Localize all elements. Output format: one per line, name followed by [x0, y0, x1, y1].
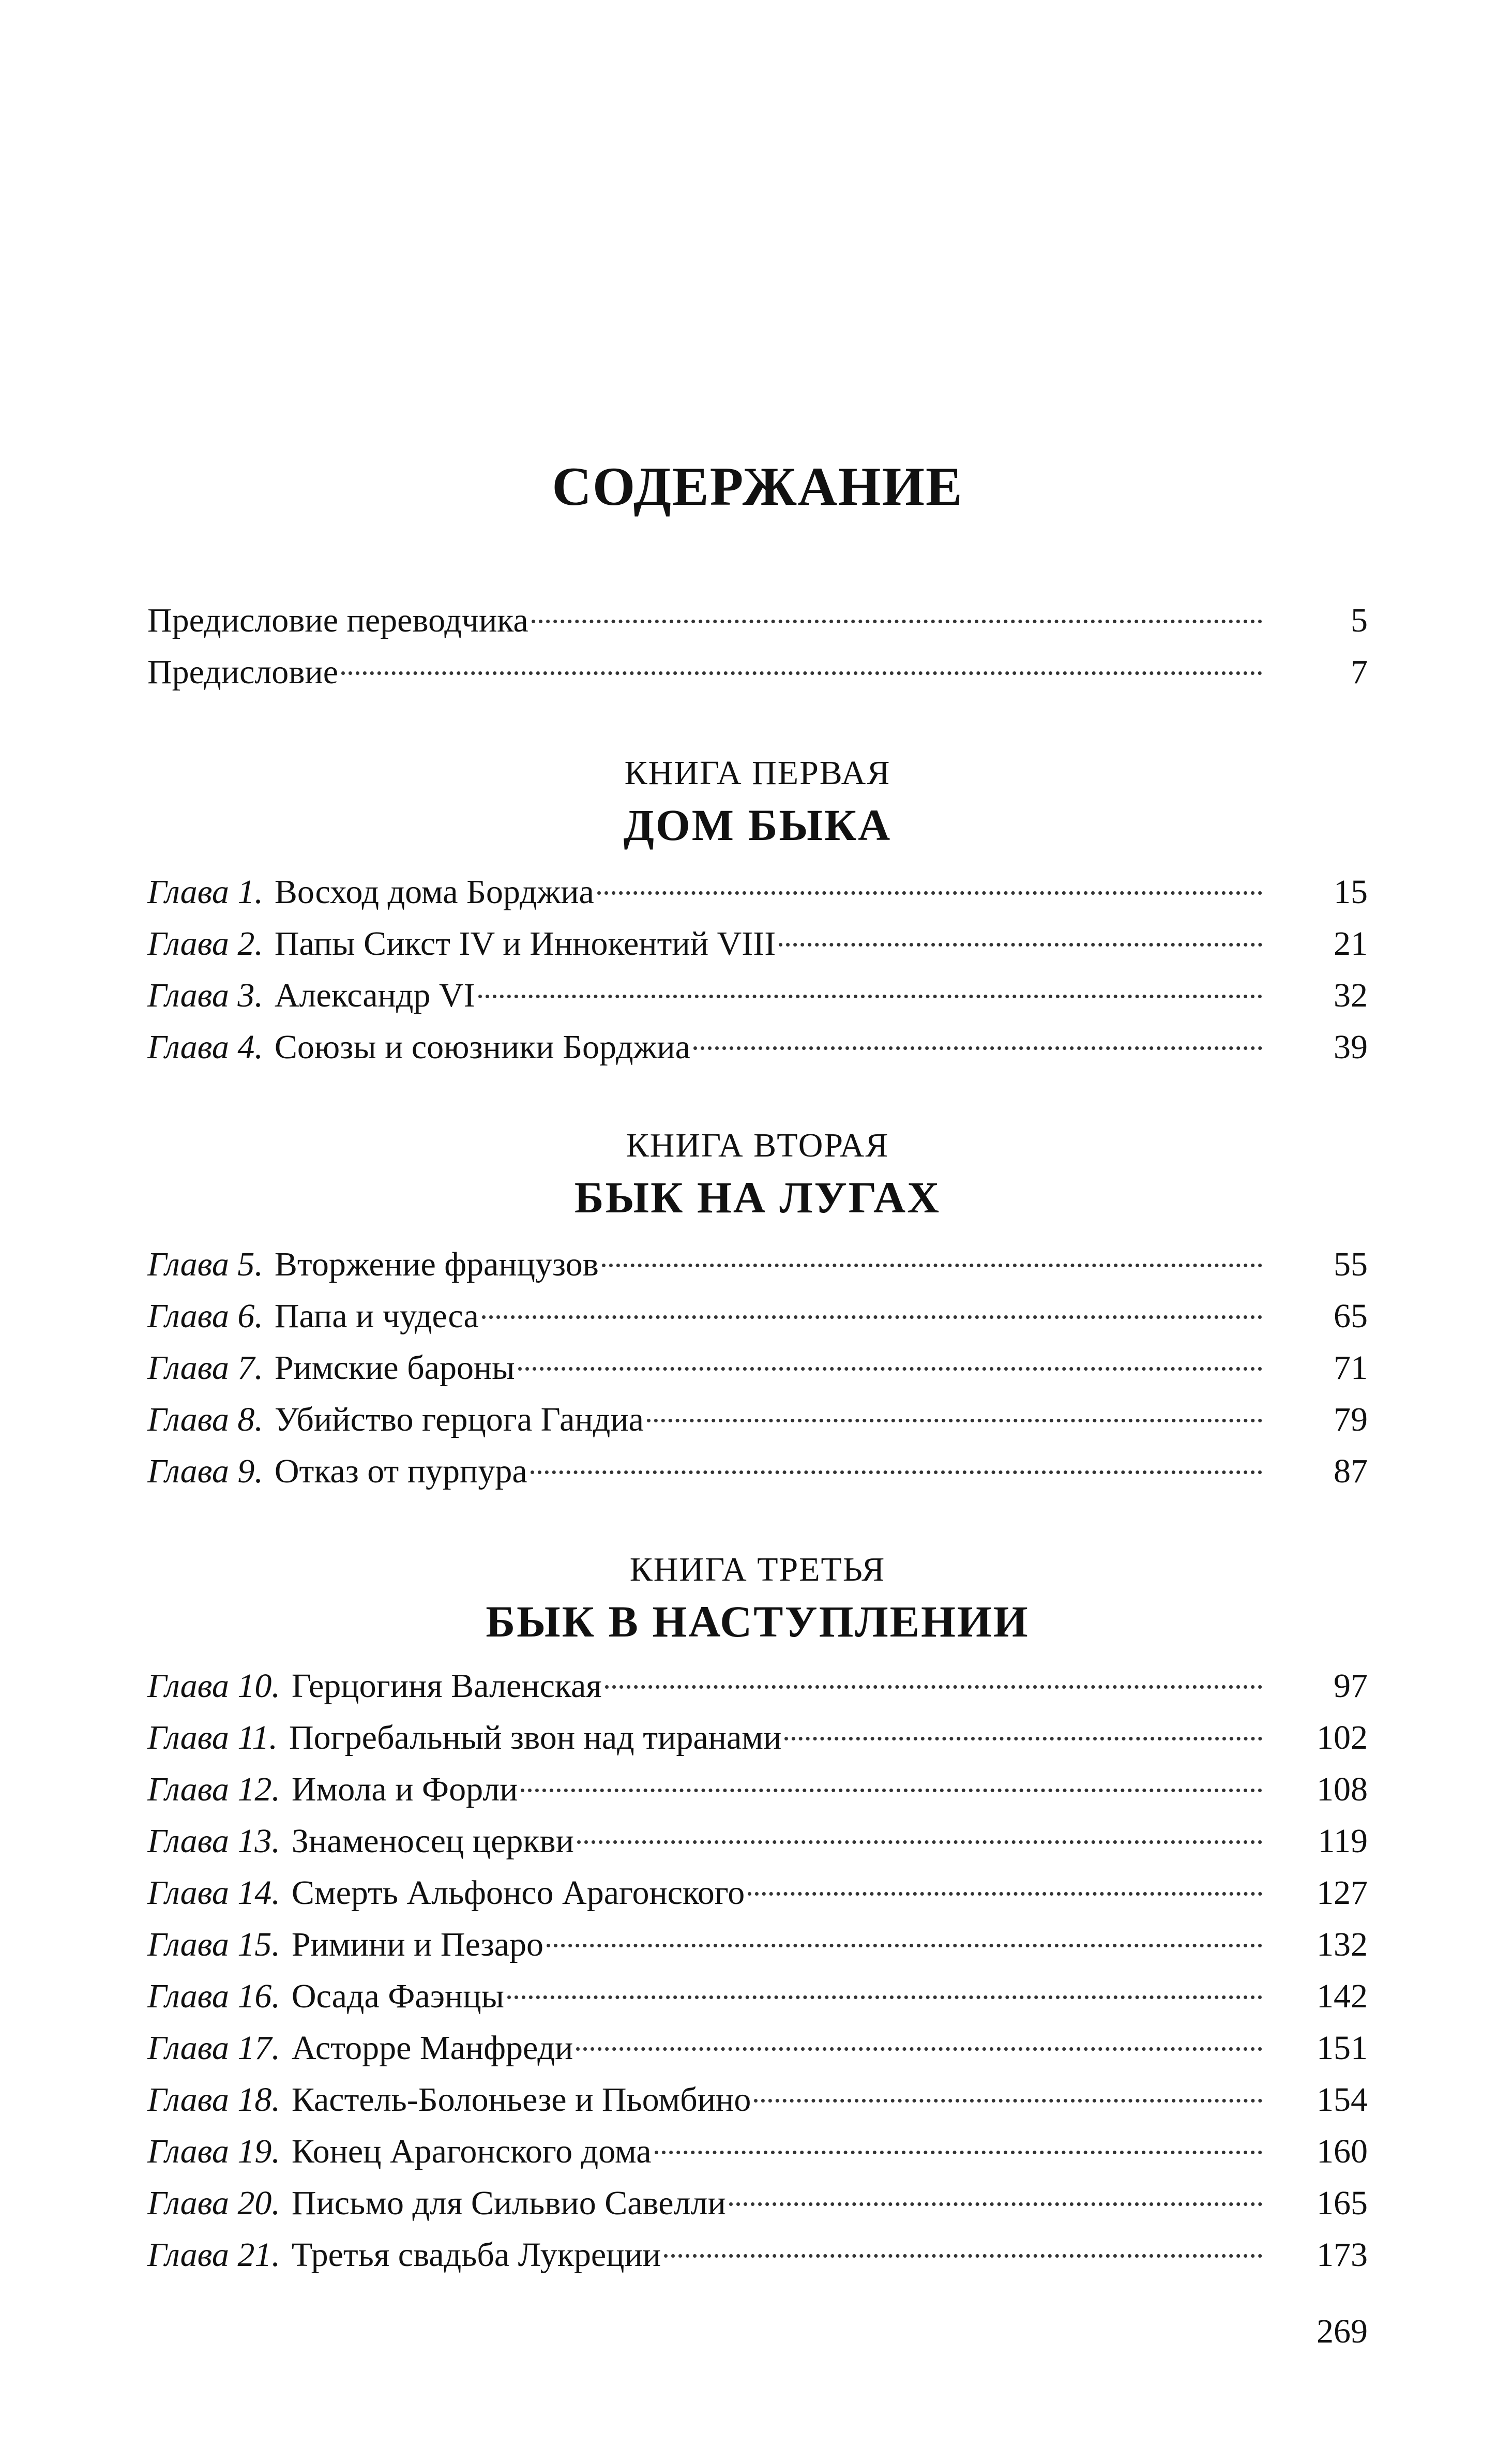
entry-title: Александр VI — [274, 977, 475, 1014]
toc-page — [147, 0, 1368, 2462]
book-label: КНИГА ПЕРВАЯ — [624, 754, 891, 792]
toc-entry — [147, 2229, 1368, 2281]
chapter-number: Глава 13. — [147, 1822, 280, 1860]
entry-page: 108 — [1317, 1770, 1368, 1808]
dot-leader — [597, 891, 1262, 895]
dot-leader — [655, 2151, 1262, 2154]
entry-title: Погребальный звон над тиранами — [289, 1719, 782, 1757]
toc-entry — [147, 1867, 1368, 1919]
dot-leader — [729, 2202, 1262, 2206]
page-title: СОДЕРЖАНИЕ — [552, 456, 963, 517]
entry-page: 21 — [1334, 925, 1368, 963]
entry-title: Конец Арагонского дома — [291, 2133, 652, 2170]
toc-entry — [147, 2178, 1368, 2229]
entry-page: 65 — [1334, 1297, 1368, 1335]
chapter-number: Глава 12. — [147, 1770, 280, 1808]
chapter-number: Глава 18. — [147, 2081, 280, 2119]
entry-title: Папы Сикст IV и Иннокентий VIII — [274, 925, 776, 963]
entry-title: Смерть Альфонсо Арагонского — [291, 1874, 745, 1912]
front-matter-list — [147, 595, 1368, 698]
entry-page: 7 — [1351, 653, 1368, 691]
entry-page: 15 — [1334, 873, 1368, 911]
entry-page: 79 — [1334, 1401, 1368, 1438]
entry-page: 87 — [1334, 1452, 1368, 1490]
toc-entry — [147, 1815, 1368, 1867]
dot-leader — [577, 1840, 1262, 1844]
chapter-number: Глава 21. — [147, 2236, 280, 2274]
chapter-number: Глава 9. — [147, 1452, 263, 1490]
entry-page: 102 — [1317, 1719, 1368, 1757]
dot-leader — [576, 2047, 1262, 2051]
book-label: КНИГА ВТОРАЯ — [626, 1127, 889, 1164]
entry-title: Знаменосец церкви — [291, 1822, 574, 1860]
entry-page: 39 — [1334, 1028, 1368, 1066]
dot-leader — [647, 1419, 1262, 1422]
chapter-number: Глава 17. — [147, 2029, 280, 2067]
dot-leader — [478, 995, 1262, 998]
toc-entry — [147, 918, 1368, 970]
dot-leader — [748, 1892, 1262, 1896]
dot-leader — [482, 1315, 1262, 1319]
toc-entry — [147, 1342, 1368, 1394]
chapter-number: Глава 11. — [147, 1719, 278, 1757]
chapter-list — [147, 866, 1368, 1073]
book-title: БЫК В НАСТУПЛЕНИИ — [486, 1597, 1030, 1646]
toc-entry — [147, 1022, 1368, 1073]
dot-leader — [693, 1046, 1262, 1050]
toc-entry — [147, 1239, 1368, 1290]
book-header — [147, 1122, 1368, 1226]
chapter-number: Глава 5. — [147, 1245, 263, 1283]
toc-entry — [147, 1764, 1368, 1815]
entry-page: 151 — [1317, 2029, 1368, 2067]
entry-page: 119 — [1318, 1822, 1368, 1860]
toc-entry — [147, 595, 1368, 647]
toc-entry — [147, 647, 1368, 698]
book-title: БЫК НА ЛУГАХ — [574, 1173, 941, 1222]
toc-entry — [147, 1290, 1368, 1342]
dot-leader — [779, 943, 1262, 947]
chapter-number: Глава 3. — [147, 977, 263, 1014]
entry-title: Герцогиня Валенская — [291, 1667, 602, 1705]
chapter-number: Глава 20. — [147, 2184, 280, 2222]
chapter-list — [147, 1239, 1368, 1497]
toc-entry — [147, 1971, 1368, 2022]
chapter-number: Глава 15. — [147, 1926, 280, 1963]
chapter-number: Глава 10. — [147, 1667, 280, 1705]
dot-leader — [341, 671, 1262, 675]
entry-title: Отказ от пурпура — [274, 1452, 527, 1490]
chapter-number: Глава 8. — [147, 1401, 263, 1438]
chapter-number: Глава 16. — [147, 1977, 280, 2015]
entry-title: Третья свадьба Лукреции — [291, 2236, 661, 2274]
page-number: 269 — [1317, 2313, 1368, 2350]
dot-leader — [518, 1367, 1262, 1371]
entry-title: Осада Фаэнцы — [291, 1977, 505, 2015]
dot-leader — [531, 1470, 1262, 1474]
entry-page: 132 — [1317, 1926, 1368, 1963]
toc-entry — [147, 970, 1368, 1022]
dot-leader — [664, 2254, 1262, 2258]
entry-title: Папа и чудеса — [274, 1297, 479, 1335]
entry-title: Убийство герцога Гандиа — [274, 1401, 644, 1438]
entry-page: 154 — [1317, 2081, 1368, 2119]
chapter-number: Глава 19. — [147, 2133, 280, 2170]
chapter-number: Глава 6. — [147, 1297, 263, 1335]
book-label: КНИГА ТРЕТЬЯ — [629, 1551, 886, 1588]
book-header — [147, 1547, 1368, 1650]
entry-title: Восход дома Борджиа — [274, 873, 594, 911]
book-title: ДОМ БЫКА — [623, 800, 892, 850]
dot-leader — [547, 1944, 1262, 1947]
entry-title: Союзы и союзники Борджиа — [274, 1028, 690, 1066]
entry-title: Римские бароны — [274, 1349, 515, 1387]
toc-entry — [147, 1394, 1368, 1446]
entry-page: 173 — [1317, 2236, 1368, 2274]
entry-title: Предисловие переводчика — [147, 602, 528, 639]
dot-leader — [605, 1685, 1262, 1689]
entry-title: Римини и Пезаро — [291, 1926, 544, 1963]
toc-entry — [147, 1712, 1368, 1764]
chapter-number: Глава 1. — [147, 873, 263, 911]
entry-page: 71 — [1334, 1349, 1368, 1387]
entry-page: 160 — [1317, 2133, 1368, 2170]
book-header — [147, 750, 1368, 853]
entry-title: Асторре Манфреди — [291, 2029, 573, 2067]
chapter-number: Глава 7. — [147, 1349, 263, 1387]
entry-page: 32 — [1334, 977, 1368, 1014]
chapter-number: Глава 2. — [147, 925, 263, 963]
chapter-number: Глава 4. — [147, 1028, 263, 1066]
entry-title: Письмо для Сильвио Савелли — [291, 2184, 726, 2222]
entry-page: 97 — [1334, 1667, 1368, 1705]
entry-page: 165 — [1317, 2184, 1368, 2222]
entry-page: 142 — [1317, 1977, 1368, 2015]
entry-title: Кастель-Болоньезе и Пьомбино — [291, 2081, 751, 2119]
toc-entry — [147, 1446, 1368, 1497]
entry-title: Предисловие — [147, 653, 338, 691]
entry-page: 5 — [1351, 602, 1368, 639]
toc-entry — [147, 866, 1368, 918]
entry-title: Вторжение французов — [274, 1245, 599, 1283]
toc-entry — [147, 2126, 1368, 2178]
toc-entry — [147, 2074, 1368, 2126]
dot-leader — [521, 1789, 1262, 1792]
dot-leader — [754, 2099, 1262, 2103]
chapter-number: Глава 14. — [147, 1874, 280, 1912]
dot-leader — [784, 1737, 1262, 1740]
entry-page: 127 — [1317, 1874, 1368, 1912]
chapter-list — [147, 1660, 1368, 2281]
entry-page: 55 — [1334, 1245, 1368, 1283]
entry-title: Имола и Форли — [291, 1770, 518, 1808]
toc-entry — [147, 1660, 1368, 1712]
toc-entry — [147, 1919, 1368, 1971]
dot-leader — [602, 1264, 1262, 1267]
toc-entry — [147, 2022, 1368, 2074]
dot-leader — [507, 1995, 1262, 1999]
dot-leader — [532, 620, 1262, 623]
